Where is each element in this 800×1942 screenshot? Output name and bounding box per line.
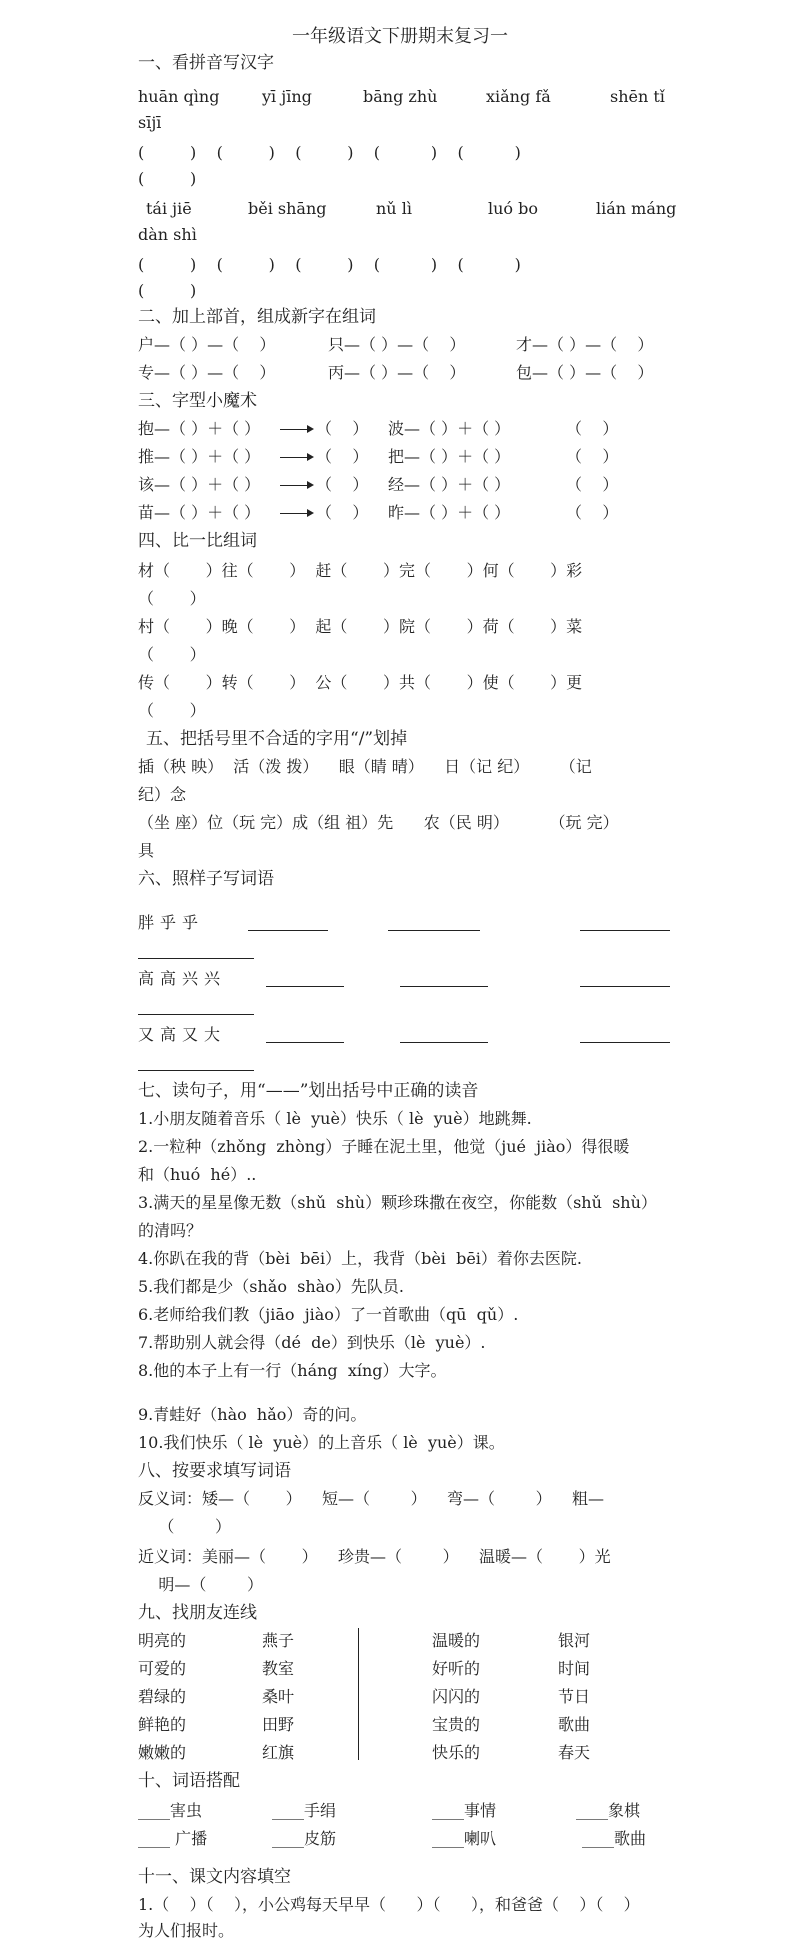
section-5-heading: 五、把括号里不合适的字用“/”划掉: [146, 729, 408, 749]
pinyin-item: yī jīng: [262, 87, 312, 106]
match-word[interactable]: 田野: [262, 1715, 295, 1734]
antonym-row: 反义词：矮—（ ） 短—（ ） 弯—（ ） 粗—: [138, 1489, 605, 1508]
result-brackets: （ ）: [316, 475, 369, 494]
collocation-item: ____歌曲: [582, 1829, 647, 1848]
arrow-icon: [280, 457, 312, 458]
match-word[interactable]: 春天: [558, 1743, 591, 1762]
match-word[interactable]: 教室: [262, 1659, 295, 1678]
result-brackets: （ ）: [566, 475, 619, 494]
sentence-item: 4.你趴在我的背（bèi bēi）上，我背（bèi bēi）着你去医院.: [138, 1249, 583, 1268]
match-word[interactable]: 桑叶: [262, 1687, 295, 1706]
char-split-item: 波—（ ）＋（ ）: [388, 419, 511, 438]
write-blank[interactable]: [400, 1042, 488, 1043]
strike-out-row: 具: [138, 841, 155, 860]
write-blank[interactable]: [138, 1070, 254, 1071]
match-word[interactable]: 好听的: [432, 1659, 481, 1678]
sentence-item: 8.他的本子上有一行（háng xíng）大字。: [138, 1361, 447, 1380]
match-word[interactable]: 时间: [558, 1659, 591, 1678]
example-word: 又高又大: [138, 1025, 227, 1044]
char-split-item: 经—（ ）＋（ ）: [388, 475, 511, 494]
sentence-item: 6.老师给我们教（jiāo jiào）了一首歌曲（qū qǔ）.: [138, 1305, 519, 1324]
match-word[interactable]: 红旗: [262, 1743, 295, 1762]
pinyin-item: shēn tǐ: [610, 87, 665, 106]
match-word[interactable]: 燕子: [262, 1631, 295, 1650]
match-word[interactable]: 银河: [558, 1631, 591, 1650]
fill-text-row: 1.（ ）（ ），小公鸡每天早早（ ）（ ），和爸爸（ ）（ ）: [138, 1895, 640, 1914]
radical-item: 专—（ ）—（ ）: [138, 363, 276, 382]
radical-item: 只—（ ）—（ ）: [328, 335, 466, 354]
synonym-row: 明—（ ）: [138, 1575, 264, 1594]
sentence-item: 和（huó hé）..: [138, 1165, 257, 1184]
section-2-heading: 二、加上部首，组成新字在组词: [138, 307, 376, 327]
arrow-icon: [280, 485, 312, 486]
divider-line: [358, 1628, 359, 1760]
char-split-item: 推—（ ）＋（ ）: [138, 447, 261, 466]
result-brackets: （ ）: [316, 419, 369, 438]
sentence-item: 1.小朋友随着音乐（ lè yuè）快乐（ lè yuè）地跳舞.: [138, 1109, 532, 1128]
arrow-icon: [280, 429, 312, 430]
pinyin-item: sījī: [138, 113, 162, 132]
result-brackets: （ ）: [566, 419, 619, 438]
result-brackets: （ ）: [316, 447, 369, 466]
match-word[interactable]: 碧绿的: [138, 1687, 187, 1706]
section-8-heading: 八、按要求填写词语: [138, 1461, 291, 1481]
section-6-heading: 六、照样子写词语: [138, 869, 274, 889]
sentence-item: 2.一粒种（zhǒng zhòng）子睡在泥土里，他觉（jué jiào）得很暖: [138, 1137, 630, 1156]
write-blank[interactable]: [138, 958, 254, 959]
write-blank[interactable]: [580, 986, 670, 987]
match-word[interactable]: 可爱的: [138, 1659, 187, 1678]
char-split-item: 昨—（ ）＋（ ）: [388, 503, 511, 522]
sentence-item: 的清吗？: [138, 1221, 203, 1240]
section-11-heading: 十一、课文内容填空: [138, 1867, 291, 1887]
arrow-icon: [280, 513, 312, 514]
pinyin-item: luó bo: [488, 199, 539, 218]
section-7-heading: 七、读句子，用“——”划出括号中正确的读音: [138, 1081, 479, 1101]
radical-item: 才—（ ）—（ ）: [516, 335, 654, 354]
collocation-item: ____喇叭: [432, 1829, 497, 1848]
collocation-item: ____手绢: [272, 1801, 337, 1820]
section-3-heading: 三、字型小魔术: [138, 391, 257, 411]
pinyin-item: lián máng: [596, 199, 677, 218]
section-1-heading: 一、看拼音写汉字: [138, 53, 274, 73]
pinyin-item: nǔ lì: [376, 199, 412, 218]
compare-row: 材（ ）往（ ） 赶（ ）完（ ）何（ ）彩: [138, 561, 583, 580]
pinyin-item: běi shāng: [248, 199, 327, 218]
example-word: 胖乎乎: [138, 913, 205, 932]
match-word[interactable]: 宝贵的: [432, 1715, 481, 1734]
pinyin-item: tái jiē: [146, 199, 192, 218]
sentence-item: 9.青蛙好（hào hǎo）奇的问。: [138, 1405, 367, 1424]
strike-out-row: 纪）念: [138, 785, 187, 804]
char-split-item: 苗—（ ）＋（ ）: [138, 503, 261, 522]
fill-text-row: 为人们报时。: [138, 1921, 235, 1940]
pinyin-item: xiǎng fǎ: [486, 87, 551, 106]
sentence-item: 3.满天的星星像无数（shǔ shù）颗珍珠撒在夜空，你能数（shǔ shù）: [138, 1193, 657, 1212]
pinyin-item: huān qìng: [138, 87, 220, 106]
section-9-heading: 九、找朋友连线: [138, 1603, 257, 1623]
match-word[interactable]: 明亮的: [138, 1631, 187, 1650]
radical-item: 包—（ ）—（ ）: [516, 363, 654, 382]
answer-brackets-row: ( ) ( ) ( ) ( ) ( ): [138, 143, 521, 162]
sentence-item: 7.帮助别人就会得（dé de）到快乐（lè yuè）.: [138, 1333, 486, 1352]
section-4-heading: 四、比一比组词: [138, 531, 257, 551]
collocation-item: ____象棋: [576, 1801, 641, 1820]
example-word: 高高兴兴: [138, 969, 227, 988]
match-word[interactable]: 温暖的: [432, 1631, 481, 1650]
match-word[interactable]: 嫩嫩的: [138, 1743, 187, 1762]
match-word[interactable]: 闪闪的: [432, 1687, 481, 1706]
sentence-item: 10.我们快乐（ lè yuè）的上音乐（ lè yuè）课。: [138, 1433, 505, 1452]
char-split-item: 该—（ ）＋（ ）: [138, 475, 261, 494]
result-brackets: （ ）: [566, 503, 619, 522]
answer-brackets-row: ( ) ( ) ( ) ( ) ( ): [138, 255, 521, 274]
match-word[interactable]: 歌曲: [558, 1715, 591, 1734]
compare-row: 传（ ）转（ ） 公（ ）共（ ）使（ ）更: [138, 673, 583, 692]
sentence-item: 5.我们都是少（shǎo shào）先队员.: [138, 1277, 404, 1296]
strike-out-row: （坐 座）位（玩 完）成（组 祖）先 农（民 明） （玩 完）: [138, 813, 619, 832]
collocation-item: ____害虫: [138, 1801, 203, 1820]
compare-row: 村（ ）晚（ ） 起（ ）院（ ）荷（ ）菜: [138, 617, 583, 636]
section-10-heading: 十、词语搭配: [138, 1771, 240, 1791]
match-word[interactable]: 鲜艳的: [138, 1715, 187, 1734]
write-blank[interactable]: [400, 986, 488, 987]
write-blank[interactable]: [248, 930, 328, 931]
answer-brackets-row: ( ): [138, 169, 197, 188]
result-brackets: （ ）: [316, 503, 369, 522]
collocation-item: ____事情: [432, 1801, 497, 1820]
match-word[interactable]: 节日: [558, 1687, 591, 1706]
compare-row: （ ）: [138, 589, 206, 608]
write-blank[interactable]: [580, 930, 670, 931]
compare-row: （ ）: [138, 701, 206, 720]
write-blank[interactable]: [388, 930, 480, 931]
write-blank[interactable]: [580, 1042, 670, 1043]
collocation-item: ____皮筋: [272, 1829, 337, 1848]
compare-row: （ ）: [138, 645, 206, 664]
match-word[interactable]: 快乐的: [432, 1743, 481, 1762]
result-brackets: （ ）: [566, 447, 619, 466]
pinyin-item: bāng zhù: [363, 87, 438, 106]
write-blank[interactable]: [138, 1014, 254, 1015]
synonym-row: 近义词：美丽—（ ） 珍贵—（ ） 温暖—（ ）光: [138, 1547, 611, 1566]
antonym-row: （ ）: [138, 1517, 232, 1536]
collocation-item: ____ 广播: [138, 1829, 208, 1848]
char-split-item: 抱—（ ）＋（ ）: [138, 419, 261, 438]
write-blank[interactable]: [266, 986, 344, 987]
page-title: 一年级语文下册期末复习一: [292, 26, 508, 47]
pinyin-item: dàn shì: [138, 225, 197, 244]
radical-item: 户—（ ）—（ ）: [138, 335, 276, 354]
write-blank[interactable]: [266, 1042, 344, 1043]
char-split-item: 把—（ ）＋（ ）: [388, 447, 511, 466]
strike-out-row: 插（秧 映） 活（泼 拨） 眼（睛 晴） 日（记 纪） （记: [138, 757, 592, 776]
radical-item: 丙—（ ）—（ ）: [328, 363, 466, 382]
answer-brackets-row: ( ): [138, 281, 197, 300]
